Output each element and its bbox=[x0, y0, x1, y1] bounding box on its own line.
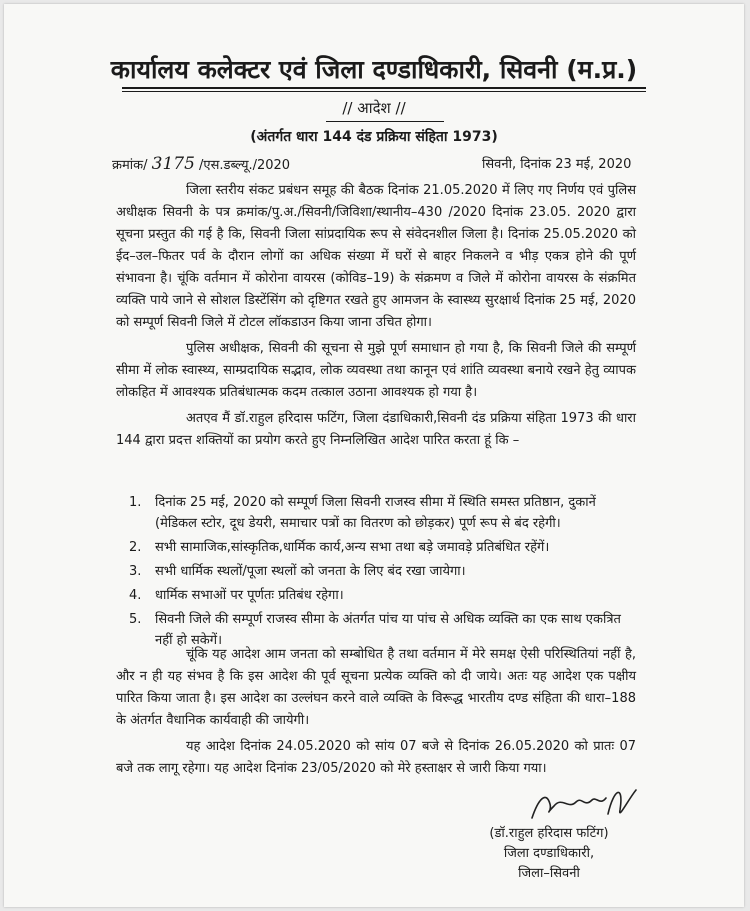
order-list bbox=[129, 492, 634, 654]
signatory-location: जिला–सिवनी bbox=[518, 866, 580, 881]
paragraph-1: जिला स्तरीय संकट प्रबंधन समूह की बैठक दिनांक 21.05.2020 में लिए गए निर्णय एवं पुलिस अधीक्षक सिवनी के पत्र क्रमांक/पु.अ./सिवनी/जिविशा/स्थानीय–430 /2020 दिनांक 23.05. 2020 द्वारा सूचना प्रस्तुत की गई है कि, सिवनी जिला सांप्रदायिक रूप से संवेदनशील जिला है। दिनांक 25.05.2020 को ईद–उल–फितर पर्व के दौरान लोगों का अधिक संख्या में घरों से बाहर निकलने व भीड़ एकत्र होने की पूर्ण संभावना है। चूंकि वर्तमान में कोरोना वायरस (कोविड–19) के संक्रमण व जिले में कोरोना वायरस के संक्रमित व्यक्ति पाये जाने से सोशल डिस्टेंसिंग को दृष्टिगत रखते हुए आमजन के स्वास्थ्य सुरक्षार्थ दिनांक 25 मई, 2020 को सम्पूर्ण सिवनी जिले में टोटल लॉकडाउन किया जाना उचित होगा। bbox=[116, 183, 636, 330]
list-item: 5. सिवनी जिले की सम्पूर्ण राजस्व सीमा के अंतर्गत पांच या पांच से अधिक व्यक्ति का एक साथ एकत्रित नहीं हो सकेगें। bbox=[129, 612, 621, 648]
order-date: सिवनी, दिनांक 23 मई, 2020 bbox=[482, 157, 632, 172]
list-item: 1. दिनांक 25 मई, 2020 को सम्पूर्ण जिला सिवनी राजस्व सीमा में स्थिति समस्त प्रतिष्ठान, दुकानें (मेडिकल स्टोर, दूध डेयरी, समाचार पत्रों का वितरण को छोड़कर) पूर्ण रूप से बंद रहेगी। bbox=[129, 495, 596, 531]
signatory-name: (डॉ.राहुल हरिदास फटिंग) bbox=[489, 826, 609, 841]
handwritten-number: 3175 bbox=[151, 154, 195, 174]
order-subtitle: (अंतर्गत धारा 144 दंड प्रक्रिया संहिता 1973) bbox=[250, 129, 498, 145]
list-item: 4. धार्मिक सभाओं पर पूर्णतः प्रतिबंध रहेगा। bbox=[129, 588, 344, 603]
closing-paragraphs bbox=[116, 644, 636, 784]
title-underline-2 bbox=[122, 91, 646, 92]
paragraph-2: पुलिस अधीक्षक, सिवनी की सूचना से मुझे पूर्ण समाधान हो गया है, कि सिवनी जिले की सम्पूर्ण सीमा में लोक स्वास्थ्य, साम्प्रदायिक सद्भाव, लोक व्यवस्था तथा कानून एवं शांति व्यवस्था बनाये रखने हेतु व्यापक लोकहित में आवश्यक प्रतिबंधात्मक कदम तत्काल उठाना आवश्यक हो गया है। bbox=[116, 341, 636, 400]
signature-block bbox=[464, 824, 634, 884]
closing-paragraph-1: चूंकि यह आदेश आम जनता को सम्बोधित है तथा वर्तमान में मेरे समक्ष ऐसी परिस्थितियां नहीं है, और न ही यह संभव है कि इस आदेश की पूर्व सूचना प्रत्येक व्यक्ति को दी जाये। अतः यह आदेश एक पक्षीय पारित किया जाता है। इस आदेश का उल्लंघन करने वाले व्यक्ति के विरूद्ध भारतीय दण्ड संहिता की धारा–188 के अंतर्गत वैधानिक कार्यवाही की जायेगी। bbox=[116, 647, 636, 728]
signature-scribble bbox=[524, 780, 644, 828]
list-item: 3. सभी धार्मिक स्थलों/पूजा स्थलों को जनता के लिए बंद रखा जायेगा। bbox=[129, 564, 466, 579]
office-title: कार्यालय कलेक्टर एवं जिला दण्डाधिकारी, सिवनी (म.प्र.) bbox=[110, 55, 638, 84]
body-paragraphs bbox=[116, 180, 636, 456]
list-item: 2. सभी सामाजिक,सांस्कृतिक,धार्मिक कार्य,अन्य सभा तथा बड़े जमावड़े प्रतिबंधित रहेंगें। bbox=[129, 540, 550, 555]
reference-suffix: /एस.डब्ल्यू./2020 bbox=[199, 158, 291, 173]
order-underline bbox=[326, 121, 444, 122]
signatory-designation: जिला दण्डाधिकारी, bbox=[503, 846, 595, 861]
paragraph-3: अतएव मैं डॉ.राहुल हरिदास फटिंग, जिला दंडाधिकारी,सिवनी दंड प्रक्रिया संहिता 1973 की धारा 144 द्वारा प्रदत्त शक्तियों का प्रयोग करते हुए निम्नलिखित आदेश पारित करता हूं कि – bbox=[116, 411, 636, 448]
reference-number bbox=[112, 154, 290, 174]
closing-paragraph-2: यह आदेश दिनांक 24.05.2020 को सांय 07 बजे से दिनांक 26.05.2020 को प्रातः 07 बजे तक लागू रहेगा। यह आदेश दिनांक 23/05/2020 को मेरे हस्ताक्षर से जारी किया गया। bbox=[116, 739, 636, 776]
title-underline bbox=[122, 87, 646, 89]
kramank-label: क्रमांक/ bbox=[112, 158, 148, 173]
document-page bbox=[4, 4, 744, 907]
order-heading: // आदेश // bbox=[342, 99, 406, 117]
